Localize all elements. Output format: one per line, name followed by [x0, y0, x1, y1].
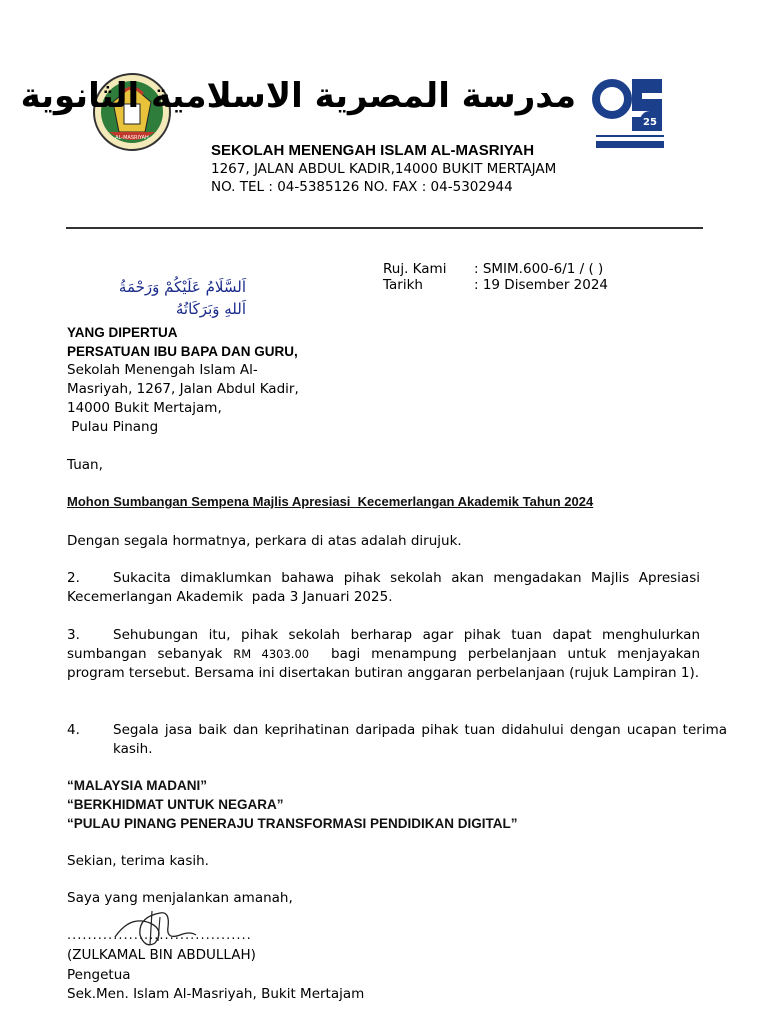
signer-title: Pengetua [67, 966, 131, 983]
ref-row-tarikh [383, 277, 608, 293]
school-name: SEKOLAH MENENGAH ISLAM AL-MASRIYAH [211, 142, 535, 159]
slogans [67, 776, 518, 833]
paragraph-2 [67, 569, 705, 607]
closing-phrase: Saya yang menjalankan amanah, [67, 890, 293, 906]
school-address: 1267, JALAN ABDUL KADIR,14000 BUKIT MERTAJAM NO. TEL : 04-5385126 NO. FAX : 04-5302944 [211, 161, 557, 195]
signer-block [67, 946, 364, 1005]
paragraph-text: Segala jasa baik dan keprihatinan daripada pihak tuan didahului dengan ucapan terima kasih. [113, 722, 727, 757]
signer-org: Sek.Men. Islam Al-Masriyah, Bukit Mertajam [67, 986, 365, 1002]
ref-row-ruj [383, 261, 608, 277]
anniversary-logo [592, 69, 668, 153]
slogan: “MALAYSIA MADANI” [67, 778, 208, 793]
greeting: Tuan, [67, 457, 103, 473]
signer-name: (ZULKAMAL BIN ABDULLAH) [67, 947, 256, 963]
closing-thanks: Sekian, terima kasih. [67, 853, 209, 869]
contribution-amount: RM 4303.00 [233, 647, 310, 661]
ruj-value: : SMIM.600-6/1 / ( ) [474, 261, 604, 277]
tarikh-label: Tarikh [383, 277, 423, 293]
recipient-line: 14000 Bukit Mertajam, [67, 400, 222, 416]
paragraph-text: bagi menampung perbelanjaan untuk menjayakan program tersebut. Bersama ini disertakan butiran anggaran perbelanjaan (rujuk Lampiran 1). [67, 646, 705, 681]
signature-line: .................................... [67, 928, 252, 943]
reference-block [383, 261, 608, 293]
crest-text: AL-MASRIYAH [115, 135, 149, 141]
recipient-address [67, 323, 317, 437]
paragraph-1: Dengan segala hormatnya, perkara di atas adalah dirujuk. [67, 533, 462, 549]
paragraph-number: 3. [67, 627, 80, 643]
paragraph-text: Sehubungan itu, pihak sekolah berharap agar pihak tuan dapat menghulurkan sumbangan sebanyak [67, 627, 700, 662]
header-divider [66, 227, 703, 229]
paragraph-text: Sukacita dimaklumkan bahawa pihak sekolah akan mengadakan Majlis Apresiasi Kecemerlangan Akademik pada 3 Januari 2025. [67, 570, 705, 605]
tarikh-value: : 19 Disember 2024 [474, 277, 609, 293]
letter-subject: Mohon Sumbangan Sempena Majlis Apresiasi Kecemerlangan Akademik Tahun 2024 [67, 494, 594, 509]
paragraph-number: 2. [67, 570, 80, 586]
recipient-org: PERSATUAN IBU BAPA DAN GURU, [67, 344, 298, 359]
logo-number: 25 [643, 117, 657, 128]
ruj-label: Ruj. Kami [383, 261, 447, 277]
recipient-line: Sekolah Menengah Islam Al- [67, 362, 258, 378]
recipient-line: Pulau Pinang [67, 419, 159, 435]
arabic-school-name: مدرسة المصرية الاسلامية الثانوية [20, 76, 576, 116]
recipient-title: YANG DIPERTUA [67, 325, 178, 340]
salutation-arabic: اَلسَّلَامُ عَلَيْكُمْ وَرَحْمَةُ اَللهِ وَبَرَكَاتُهُ [118, 278, 246, 318]
paragraph-3 [67, 626, 705, 683]
slogan: “BERKHIDMAT UNTUK NEGARA” [67, 797, 284, 812]
paragraph-4 [67, 721, 727, 759]
paragraph-number: 4. [67, 722, 80, 738]
slogan: “PULAU PINANG PENERAJU TRANSFORMASI PENDIDIKAN DIGITAL” [67, 816, 518, 831]
recipient-line: Masriyah, 1267, Jalan Abdul Kadir, [67, 381, 299, 397]
